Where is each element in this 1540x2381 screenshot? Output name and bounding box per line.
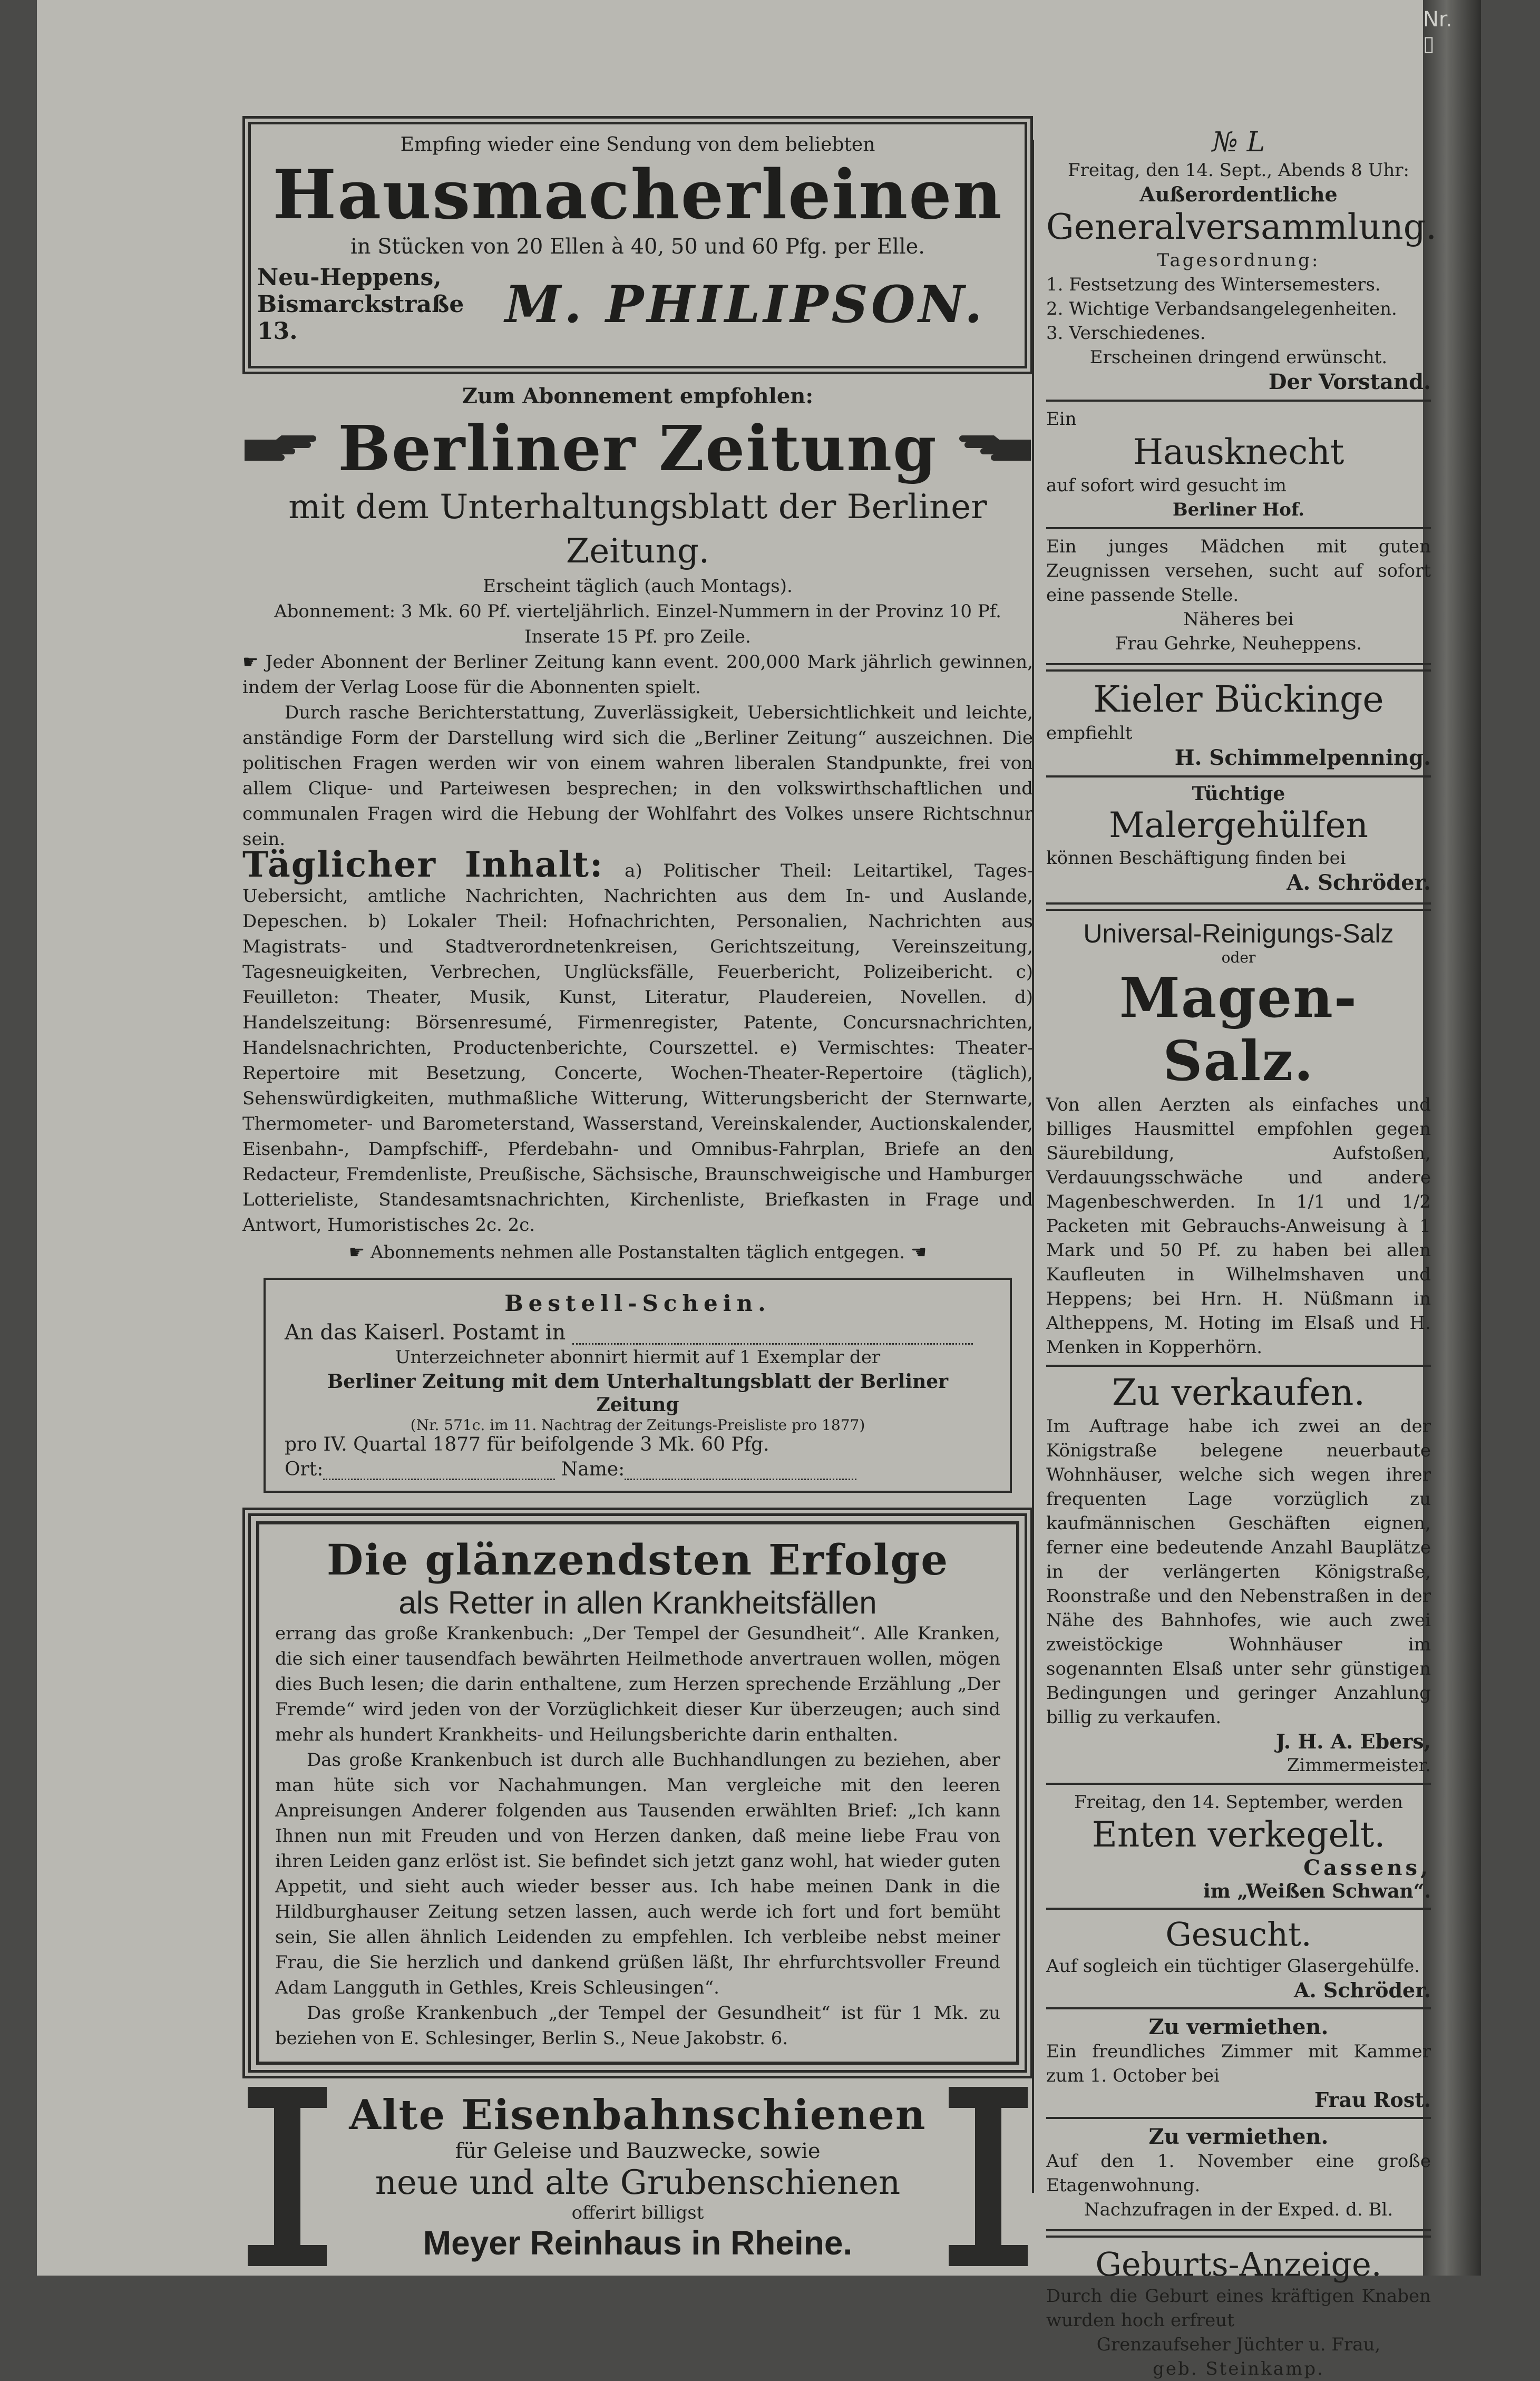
hausmacher-price: in Stücken von 20 Ellen à 40, 50 und 60 Pfg. per Elle. [350,235,925,259]
bestell-nr: (Nr. 571c. im 11. Nachtrag der Zeitungs-Preisliste pro 1877) [410,1416,865,1434]
berliner-p2: Durch rasche Berichterstattung, Zuverlässigkeit, Uebersichtlichkeit und leichte, anständige Form der Darstellung wird sich die „Berliner Zeitung“ auszeichnen. Die politischen Fragen werden wir von einem wahren liberalen Standpunkte, frei von allem Clique- und Parteiwesen besprechen; in den volkswirthschaftlichen und communalen Fragen wird die Hebung der Wohlfahrt des Volkes unsere Richtschnur sein. [242,702,1033,850]
divider [1046,527,1431,529]
zm2-text: Auf den 1. November eine große Etagenwohnung. [1046,2151,1431,2196]
gv-note: Erscheinen dringend erwünscht. [1089,347,1388,368]
postamt-field[interactable] [572,1324,973,1345]
divider [1046,775,1431,778]
hk-line: auf sofort wird gesucht im [1046,475,1286,496]
right-column [1046,127,1437,2381]
divider [1046,1783,1431,1785]
en-title: Enten verkegelt. [1091,1814,1386,1855]
erfolge-p1: errang das große Krankenbuch: „Der Tempel der Gesundheit“. Alle Kranken, die sich einer tausendfach bewährten Heilmethode anvertrauen wollen, mögen dies Buch lesen; die darin enthaltene, zum Herzen sprechende Erzählung „Der Fremde“ wird jeden von der Vorzüglichkeit dieser Kur überzeugen; auch sind mehr als hundert Krankheits- und Heilungsberichte darin enthalten. [275,1623,1000,1745]
rs-title: Universal-Reinigungs-Salz [1083,919,1394,948]
berliner-title: Berliner Zeitung [338,412,938,485]
eisenbahn-title: Alte Eisenbahnschienen [349,2091,927,2139]
divider [1046,663,1431,672]
hausmacher-addr1: Neu-Heppens, [257,264,442,291]
berliner-inhalt-text: a) Politischer Theil: Leitartikel, Tages-Uebersicht, amtliche Nachrichten, Nachrichten aus dem In- und Auslande, Depeschen. b) Lokaler Theil: Hofnachrichten, Personalien, Nachrichten aus Magistrats- und Stadtverordnetenkreisen, Gerichtszeitung, Vereinszeitung, Tagesneuigkeiten, Verbrechen, Unglücksfälle, Feuerbericht, Polizeibericht. c) Feuilleton: Theater, Musik, Kunst, Literatur, Plaudereien, Novellen. d) Handelszeitung: Börsenresumé, Firmenregister, Patente, Concursnachrichten, Handelsnachrichten, Productenberichte, Courszettel. e) Vermischtes: Theater-Repertoire mit Besetzung, Concerte, Wochen-Theater-Repertoire (täglich), Sehenswürdigkeiten, muthmaßliche Witterung, Witterungsbericht der Sternwarte, Thermometer- und Barometerstand, Wasserstand, Vereinskalender, Auctionskalender, Eisenbahn-, Dampfschiff-, Pferdebahn- und Omnibus-Fahrplan, Briefe an den Redacteur, Fremdenliste, Preußische, Sächsische, Braunschweigische und Hamburger Lotterieliste, Standesamtsnachrichten, Kirchenliste, Briefkasten in Frage und Antwort, Humoristisches 2c. 2c. [242,860,1034,1236]
hausmacher-intro: Empfing wieder eine Sendung von dem beliebten [400,134,875,156]
berliner-subtitle: mit dem Unterhaltungsblatt der Berliner Zeitung. [288,488,987,571]
pointing-hand-right-icon [242,430,332,467]
en-place: im „Weißen Schwan“. [1203,1880,1431,1902]
mg-sign: A. Schröder. [1286,870,1431,895]
zm1-text: Ein freundliches Zimmer mit Kammer zum 1. October bei [1046,2041,1431,2086]
berliner-abonnements-text: Abonnements nehmen alle Postanstalten täglich entgegen. [370,1242,905,1263]
gs-text: Auf sogleich ein tüchtiger Glasergehülfe. [1046,1956,1420,1977]
mg-title: Malergehülfen [1108,805,1369,846]
rs-big: Magen-Salz. [1119,965,1358,1093]
rail-profile-icon [242,2087,332,2266]
erfolge-title: Die glänzendsten Erfolge [326,1535,949,1585]
gv-item-2: 2. Wichtige Verbandsangelegenheiten. [1046,298,1397,319]
zv-sign: J. H. A. Ebers, [1275,1729,1431,1753]
berliner-abo: Abonnement: 3 Mk. 60 Pf. vierteljährlich. Einzel-Nummern in der Provinz 10 Pf. [274,601,1001,622]
name-field[interactable] [625,1460,856,1480]
pointing-hand-left-icon [943,430,1033,467]
bestell-title: Bestell-Schein. [504,1290,771,1316]
kb-line: empfiehlt [1046,723,1133,744]
ga-sign: Grenzaufseher Jüchter u. Frau, [1096,2334,1381,2355]
hk-title: Hausknecht [1133,432,1344,472]
zm2-title: Zu vermiethen. [1148,2124,1329,2149]
en-date: Freitag, den 14. September, werden [1074,1792,1403,1813]
kb-sign: H. Schimmelpenning. [1174,745,1431,770]
bestell-ort: Ort: [285,1459,324,1480]
pointing-hand-small-right-icon: ☚ [905,1242,927,1263]
gv-item-1: 1. Festsetzung des Wintersemesters. [1046,274,1381,295]
gv-item-3: 3. Verschiedenes. [1046,323,1206,344]
berliner-p1-text: Jeder Abonnent der Berliner Zeitung kann event. 200,000 Mark jährlich gewinnen, indem der Verlag Loose für die Abonnenten spielt. [242,652,1033,698]
gs-title: Gesucht. [1165,1915,1312,1954]
berliner-inhalt [242,844,1034,1238]
zv-role: Zimmermeister. [1286,1755,1431,1776]
divider [1046,400,1431,402]
ort-field[interactable] [323,1460,555,1480]
erfolge-inner [256,1521,1019,2065]
hk-ein: Ein [1046,409,1077,430]
md-addr: Frau Gehrke, Neuheppens. [1115,633,1362,654]
rs-text: Von allen Aerzten als einfaches und billiges Hausmittel empfohlen gegen Säurebildung, Aufstoßen, Verdauungsschwäche und andere Magenbeschwerden. In 1/1 und 1/2 Packeten mit Gebrauchs-Anweisung à 1 Mark und 50 Pf. zu haben bei allen Kaufleuten in Wilhelmshaven und Heppens; bei Hrn. H. Nüßmann in Altheppens, M. Hoting im Elsaß und H. Menken in Kopperhörn. [1046,1094,1431,1358]
divider [1046,902,1431,911]
ga-text: Durch die Geburt eines kräftigen Knaben wurden hoch erfreut [1046,2286,1431,2331]
erfolge-subtitle: als Retter in allen Krankheitsfällen [398,1585,877,1620]
gv-kicker: Außerordentliche [1139,182,1338,206]
en-sign: Cassens, [1303,1855,1431,1880]
gv-sign: Der Vorstand. [1268,370,1431,394]
gs-sign: A. Schröder. [1293,1978,1431,2002]
pointing-hand-small-icon: ☛ [242,652,266,673]
bestell-quartal: pro IV. Quartal 1877 für beifolgende 3 Mk. 60 Pfg. [285,1434,769,1455]
eisenbahn-ad [242,2087,1033,2266]
divider [1046,2229,1431,2238]
bestell-zeitung: Berliner Zeitung mit dem Unterhaltungsblatt der Berliner Zeitung [327,1371,949,1416]
bestell-unter: Unterzeichneter abonnirt hiermit auf 1 Exemplar der [395,1347,881,1368]
md-naeh: Näheres bei [1183,609,1294,630]
mg-kicker: Tüchtige [1192,783,1285,805]
eisenbahn-line3: offerirt billigst [571,2202,704,2223]
divider [1046,1365,1431,1367]
zm2-note: Nachzufragen in der Exped. d. Bl. [1084,2199,1393,2220]
edge-mark: Nr. ▯ [1423,7,1453,56]
bestell-an-row [285,1320,991,1345]
zm1-sign: Frau Rost. [1314,2088,1431,2112]
rail-profile-icon [943,2087,1033,2266]
mg-line: können Beschäftigung finden bei [1046,848,1346,869]
kb-title: Kieler Bückinge [1093,679,1384,721]
bestell-sign-row [285,1459,991,1480]
hausmacher-ad [242,116,1033,374]
page-edge [1423,0,1481,2276]
eisenbahn-firm: Meyer Reinhaus in Rheine. [423,2223,853,2262]
ga-nee: geb. Steinkamp. [1153,2358,1324,2379]
pointing-hand-small-left-icon: ☛ [348,1242,371,1263]
erfolge-p2: Das große Krankenbuch ist durch alle Buchhandlungen zu beziehen, aber man hüte sich vor Nachahmungen. Man vergleiche mit den leeren Anpreisungen Anderer folgenden aus Tausenden erwählten Brief: „Ich kann Ihnen nun mit Freuden und von Herzen danken, daß meine liebe Frau von ihren Leiden ganz erlöst ist. Sie befindet sich jetzt ganz wohl, hat wieder guten Appetit, und sieht auch wieder besser aus. Ich habe meinen Dank in die Hildburghauser Zeitung setzen lassen, auch werde ich fort und fort bemüht sein, Sie allen ähnlich Leidenden zu empfehlen. Ich verbleibe nebst meiner Frau, die Sie herzlich und dankend grüßen läßt, Ihr ehrfurchtsvoller Freund Adam Langguth in Gethles, Kreis Schleusingen“. [275,1750,1000,1998]
berliner-inserate: Inserate 15 Pf. pro Zeile. [524,626,751,647]
hk-place: Berliner Hof. [1172,499,1305,520]
bestell-an: An das Kaiserl. Postamt in [285,1320,566,1345]
md-text: Ein junges Mädchen mit guten Zeugnissen versehen, sucht auf sofort eine passende Stelle. [1046,536,1431,606]
eisenbahn-line1: für Geleise und Bauzwecke, sowie [455,2139,821,2163]
gv-date: Freitag, den 14. Sept., Abends 8 Uhr: [1068,160,1409,181]
berliner-erscheint: Erscheint täglich (auch Montags). [483,576,793,597]
berliner-p1 [242,649,1033,700]
berliner-inhalt-head: Täglicher Inhalt: [242,844,604,885]
erfolge-ad [242,1508,1033,2078]
left-column [242,116,1033,2266]
gv-title: Generalversammlung. [1046,207,1437,247]
divider [1046,2117,1431,2119]
handwritten-note: № L [1212,127,1265,158]
rs-oder: oder [1221,949,1256,966]
ga-title: Geburts-Anzeige. [1095,2245,1382,2283]
hausmacher-title: Hausmacherleinen [272,156,1003,235]
berliner-kicker: Zum Abonnement empfohlen: [462,384,814,409]
zv-title: Zu verkaufen. [1112,1372,1366,1414]
divider [1046,1908,1431,1910]
erfolge-p3: Das große Krankenbuch „der Tempel der Gesundheit“ ist für 1 Mk. zu beziehen von E. Schlesinger, Berlin S., Neue Jakobstr. 6. [275,2003,1000,2049]
gv-tages: Tagesordnung: [1157,250,1320,271]
hausmacher-firm: M. PHILIPSON. [505,275,986,334]
zm1-title: Zu vermiethen. [1148,2015,1329,2039]
zv-text: Im Auftrage habe ich zwei an der Königstraße belegene neuerbaute Wohnhäuser, welche sich wegen ihrer frequenten Lage vorzüglich zu kaufmännischen Geschäften eignen, ferner eine bedeutende Anzahl Bauplätze in der verlängerten Königstraße, Roonstraße und den Nebenstraßen in der Nähe des Bahnhofes, wie auch zwei zweistöckige Wohnhäuser im sogenannten Elsaß unter sehr günstigen Bedingungen und geringer Anzahlung billig zu verkaufen. [1046,1416,1431,1728]
divider [1046,2007,1431,2009]
bestell-name: Name: [561,1459,625,1480]
eisenbahn-line2: neue und alte Grubenschienen [375,2163,901,2202]
berliner-abonnements [242,1240,1033,1265]
hausmacher-addr2: Bismarckstraße 13. [257,291,464,345]
bestell-schein[interactable] [264,1278,1012,1493]
